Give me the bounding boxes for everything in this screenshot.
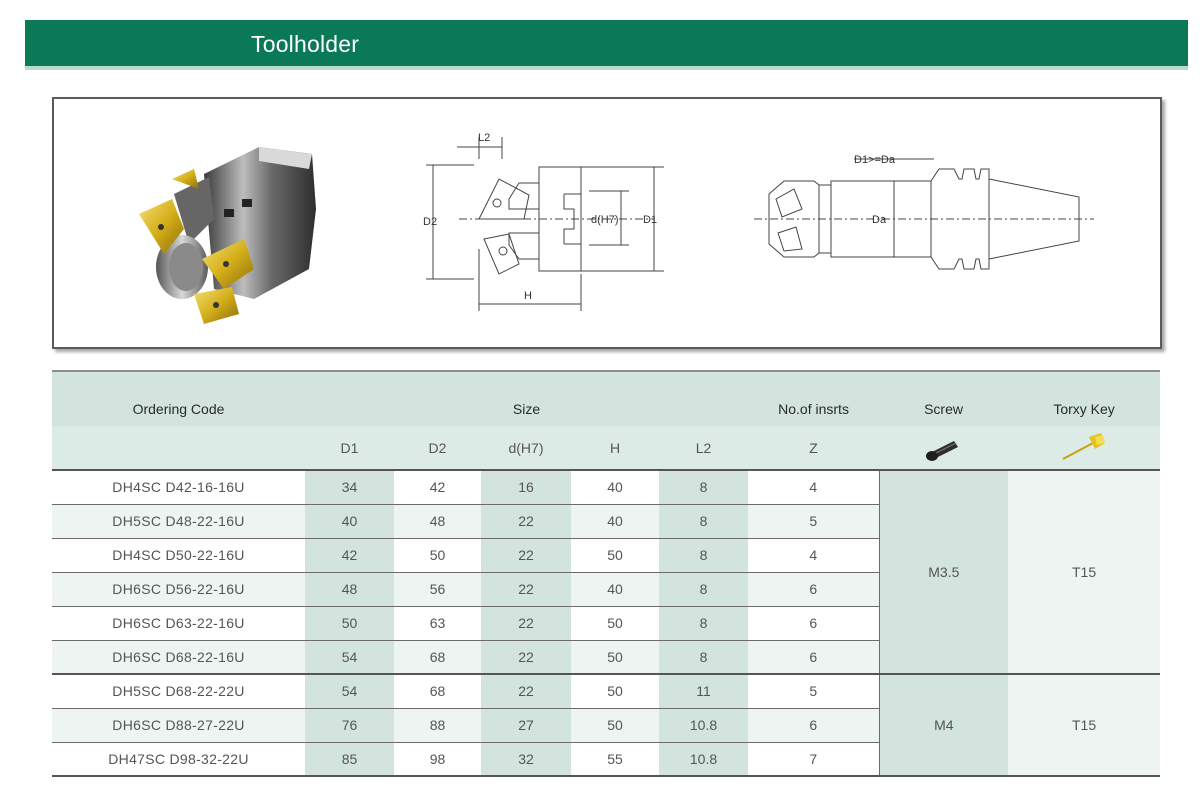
z-cell: 4	[748, 538, 879, 572]
d1-cell: 42	[305, 538, 394, 572]
dh7-cell: 22	[481, 572, 571, 606]
subcol-blank	[52, 426, 305, 470]
torx-key-icon	[1008, 426, 1160, 470]
label-l2: L2	[478, 132, 491, 144]
h-cell: 50	[571, 606, 659, 640]
z-cell: 5	[748, 504, 879, 538]
page-title: Toolholder	[251, 31, 360, 57]
illustration-panel	[52, 97, 1162, 349]
label-d1: D1	[643, 214, 658, 226]
dh7-cell: 22	[481, 504, 571, 538]
subcol-dh7: d(H7)	[481, 426, 571, 470]
cutter-render	[139, 147, 316, 324]
label-d2: D2	[423, 216, 438, 228]
section-drawing	[426, 137, 664, 311]
subcol-z: Z	[748, 426, 879, 470]
l2-cell: 8	[659, 572, 748, 606]
l2-cell: 8	[659, 640, 748, 674]
h-cell: 50	[571, 708, 659, 742]
h-cell: 50	[571, 538, 659, 572]
col-torxy-key: Torxy Key	[1008, 371, 1160, 426]
torx-key-cell: T15	[1008, 470, 1160, 674]
col-screw: Screw	[879, 371, 1008, 426]
d2-cell: 63	[394, 606, 481, 640]
l2-cell: 10.8	[659, 742, 748, 776]
header-row-1	[52, 371, 1160, 426]
dh7-cell: 22	[481, 606, 571, 640]
l2-cell: 8	[659, 538, 748, 572]
subcol-l2: L2	[659, 426, 748, 470]
title-bar	[25, 20, 1188, 70]
spec-table	[52, 370, 1160, 777]
h-cell: 40	[571, 470, 659, 504]
dh7-cell: 22	[481, 674, 571, 708]
d1-cell: 54	[305, 640, 394, 674]
d2-cell: 48	[394, 504, 481, 538]
d2-cell: 68	[394, 674, 481, 708]
d1-cell: 85	[305, 742, 394, 776]
z-cell: 6	[748, 606, 879, 640]
z-cell: 6	[748, 640, 879, 674]
h-cell: 50	[571, 674, 659, 708]
dh7-cell: 22	[481, 538, 571, 572]
h-cell: 55	[571, 742, 659, 776]
ordering-code-cell: DH6SC D88-27-22U	[52, 708, 305, 742]
ordering-code-cell: DH5SC D68-22-22U	[52, 674, 305, 708]
z-cell: 4	[748, 470, 879, 504]
ordering-code-cell: DH47SC D98-32-22U	[52, 742, 305, 776]
dh7-cell: 32	[481, 742, 571, 776]
label-h: H	[524, 290, 532, 302]
table-body	[52, 470, 1160, 776]
l2-cell: 11	[659, 674, 748, 708]
screw-size-cell: M4	[879, 674, 1008, 776]
d2-cell: 88	[394, 708, 481, 742]
subcol-d1: D1	[305, 426, 394, 470]
d1-cell: 50	[305, 606, 394, 640]
d1-cell: 76	[305, 708, 394, 742]
h-cell: 40	[571, 572, 659, 606]
label-da: Da	[872, 214, 887, 226]
d2-cell: 42	[394, 470, 481, 504]
dh7-cell: 27	[481, 708, 571, 742]
label-dh7: d(H7)	[591, 214, 619, 226]
label-d1-ge-da: D1>=Da	[854, 154, 895, 166]
ordering-code-cell: DH5SC D48-22-16U	[52, 504, 305, 538]
h-cell: 50	[571, 640, 659, 674]
d1-cell: 48	[305, 572, 394, 606]
shank-labels	[854, 154, 896, 226]
ordering-code-cell: DH4SC D50-22-16U	[52, 538, 305, 572]
z-cell: 7	[748, 742, 879, 776]
screw-icon	[879, 426, 1008, 470]
d1-cell: 34	[305, 470, 394, 504]
ordering-code-cell: DH6SC D63-22-16U	[52, 606, 305, 640]
l2-cell: 8	[659, 470, 748, 504]
col-no-of-inserts: No.of insrts	[748, 371, 879, 426]
d2-cell: 98	[394, 742, 481, 776]
z-cell: 5	[748, 674, 879, 708]
subcol-d2: D2	[394, 426, 481, 470]
table-row	[52, 674, 1160, 708]
table-row	[52, 470, 1160, 504]
ordering-code-cell: DH4SC D42-16-16U	[52, 470, 305, 504]
l2-cell: 8	[659, 504, 748, 538]
z-cell: 6	[748, 572, 879, 606]
d1-cell: 54	[305, 674, 394, 708]
shank-drawing	[754, 159, 1094, 269]
d2-cell: 68	[394, 640, 481, 674]
col-size: Size	[305, 371, 748, 426]
product-drawings	[54, 99, 1160, 347]
l2-cell: 8	[659, 606, 748, 640]
z-cell: 6	[748, 708, 879, 742]
torx-key-cell: T15	[1008, 674, 1160, 776]
dh7-cell: 16	[481, 470, 571, 504]
ordering-code-cell: DH6SC D68-22-16U	[52, 640, 305, 674]
d2-cell: 50	[394, 538, 481, 572]
header-row-2	[52, 426, 1160, 470]
screw-size-cell: M3.5	[879, 470, 1008, 674]
section-labels	[423, 132, 657, 302]
col-ordering-code: Ordering Code	[52, 371, 305, 426]
subcol-h: H	[571, 426, 659, 470]
ordering-code-cell: DH6SC D56-22-16U	[52, 572, 305, 606]
dh7-cell: 22	[481, 640, 571, 674]
d2-cell: 56	[394, 572, 481, 606]
d1-cell: 40	[305, 504, 394, 538]
l2-cell: 10.8	[659, 708, 748, 742]
h-cell: 40	[571, 504, 659, 538]
